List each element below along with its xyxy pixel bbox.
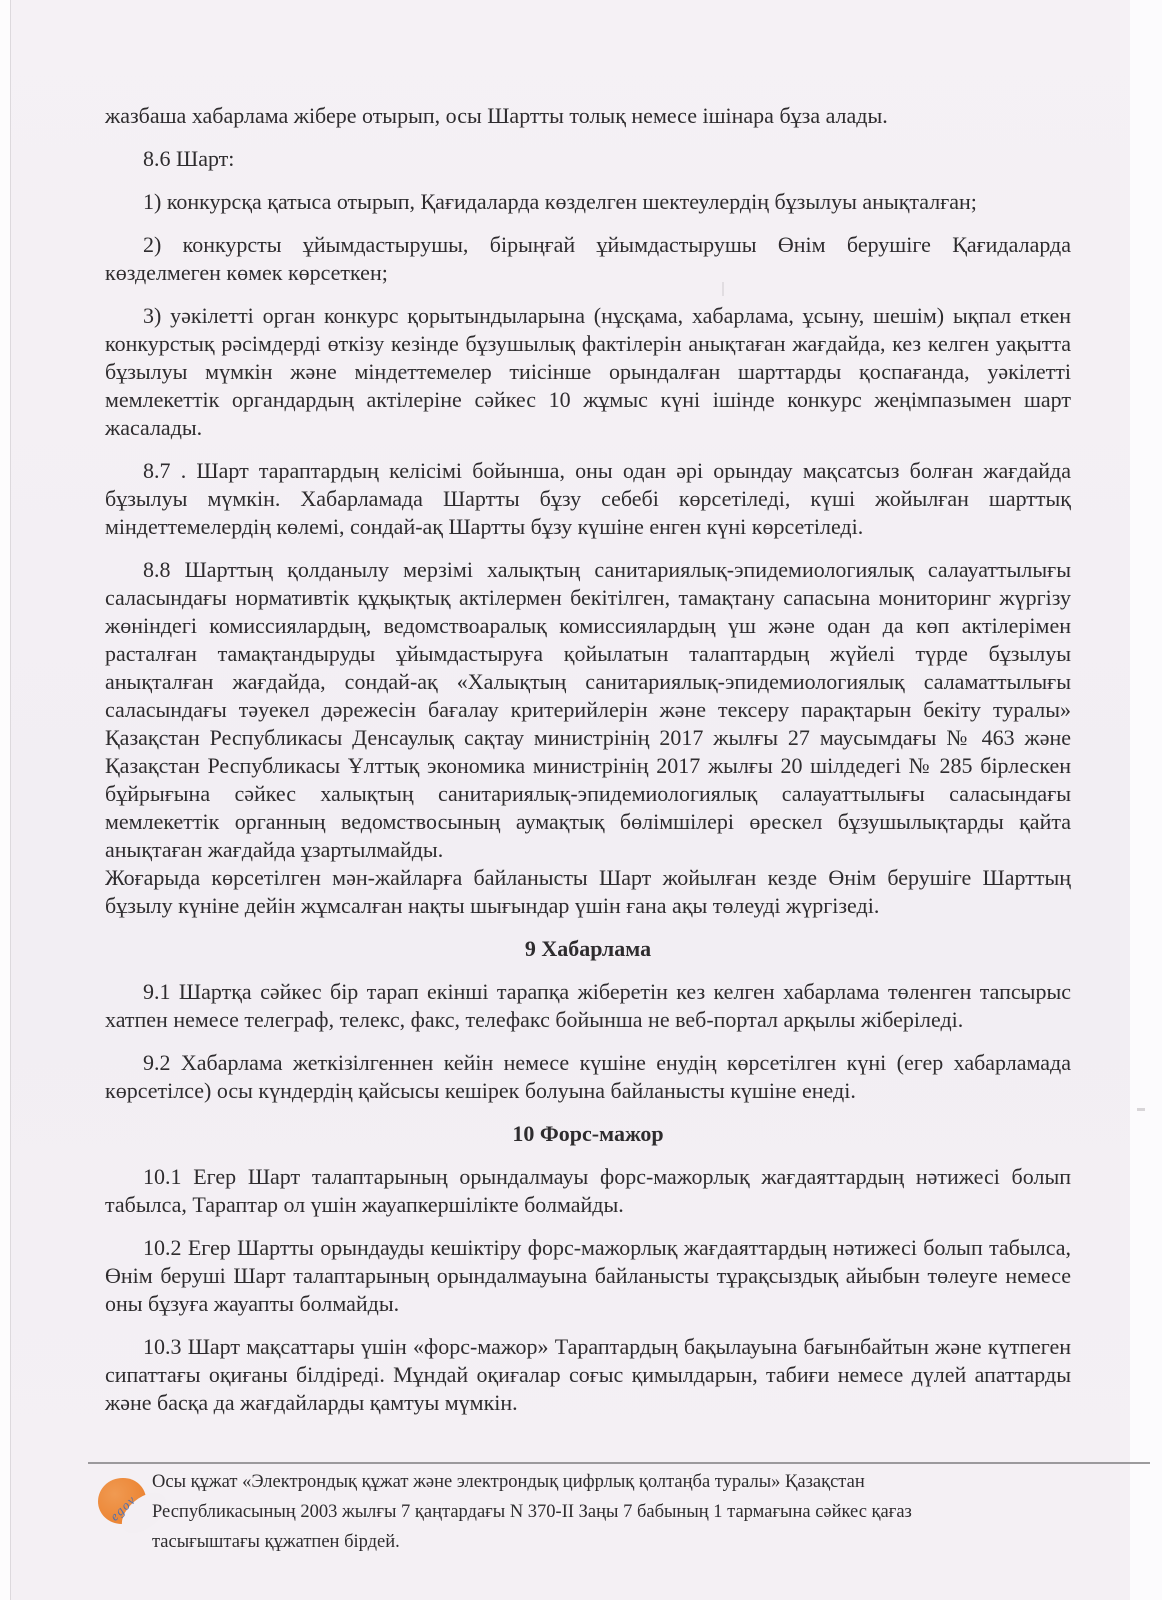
footer-note (152, 1467, 992, 1557)
scan-edge (1130, 0, 1162, 1600)
contract-body (105, 102, 1071, 1417)
clause-9-1: 9.1 Шартқа сәйкес бір тарап екінші тарапқа жіберетін кез келген хабарлама төленген тапсырыс хатпен немесе телеграф, телекс, факс, телефакс бойынша не веб-портал арқылы жіберіледі. (105, 979, 1071, 1032)
scan-artifact (1137, 1108, 1145, 1111)
paper-sheet (10, 0, 1131, 1600)
clause-9-2: 9.2 Хабарлама жеткізілгеннен кейін немесе күшіне енудің көрсетілген күні (егер хабарламада көрсетілсе) осы күндердің қайсысы кешірек болуына байланысты күшіне енеді. (105, 1050, 1071, 1103)
footer-note-line-3: тасығыштағы құжатпен бірдей. (152, 1532, 400, 1552)
paragraph-continuation: жазбаша хабарлама жібере отырып, осы Шартты толық немесе ішінара бұза алады. (105, 103, 888, 128)
clause-10-3: 10.3 Шарт мақсаттары үшін «форс-мажор» Тараптардың бақылауына бағынбайтын және күтпеген сипаттағы оқиғаны білдіреді. Мұндай оқиғалар соғыс қимылдарын, табиғи немесе дүлей апаттарды және басқа да жағдайларды қамтуы мүмкін. (105, 1334, 1071, 1415)
section-9-heading: 9 Хабарлама (524, 936, 652, 961)
section-10-heading: 10 Форс-мажор (512, 1121, 664, 1146)
egov-logo-text: egov (106, 1491, 140, 1524)
clause-10-1: 10.1 Егер Шарт талаптарының орындалмауы форс-мажорлық жағдаяттардың нәтижесі болып табылса, Тараптар ол үшін жауапкершілікте болмайды. (105, 1164, 1071, 1217)
clause-10-2: 10.2 Егер Шартты орындауды кешіктіру форс-мажорлық жағдаяттардың нәтижесі болып табылса, Өнім беруші Шарт талаптарының орындалмауына байланысты тұрақсыздық айыбын төлеуге немесе оны бұзуға жауапты болмайды. (105, 1235, 1071, 1316)
clause-8-6-item-1: 1) конкурсқа қатыса отырып, Қағидаларда көзделген шектеулердің бұзылуы анықталған; (143, 189, 977, 214)
footer-divider (88, 1462, 1150, 1464)
egov-logo-icon (96, 1476, 152, 1536)
clause-8-6-item-3: 3) уәкілетті орган конкурс қорытындыларына (нұсқама, хабарлама, ұсыну, шешім) ықпал еткен конкурстық рәсімдерді өткізу кезінде бұзушылық фактілерін анықтаған жағдайда, кез келген уақытта бұзылуы мүмкін және міндеттемелер тиісінше орындалған шарттарды қоспағанда, уәкілетті мемлекеттік органдардың актілеріне сәйкес 10 жұмыс күні ішінде конкурс жеңімпазымен шарт жасалады. (105, 303, 1071, 440)
clause-8-8-continuation: Жоғарыда көрсетілген мән-жайларға байланысты Шарт жойылған кезде Өнім берушіге Шарттың бұзылу күніне дейін жұмсалған нақты шығындар үшін ғана ақы төлеуді жүргізеді. (105, 865, 1071, 918)
footer-note-line-2: Республикасының 2003 жылғы 7 қаңтардағы N 370-II Заңы 7 бабының 1 тармағына сәйкес қағаз (152, 1502, 912, 1522)
scan-artifact (10, 0, 11, 1600)
clause-8-7: 8.7 . Шарт тараптардың келісімі бойынша, оны одан әрі орындау мақсатсыз болған жағдайда бұзылуы мүмкін. Хабарламада Шартты бұзу себебі көрсетіледі, күші жойылған шарттық міндеттемелердің көлемі, сондай-ақ Шартты бұзу күшіне енген күні көрсетіледі. (105, 458, 1071, 539)
footer-note-line-1: Осы құжат «Электрондық құжат және электрондық цифрлық қолтаңба туралы» Қазақстан (152, 1472, 865, 1492)
clause-8-6: 8.6 Шарт: (143, 146, 235, 171)
clause-8-6-item-2: 2) конкурсты ұйымдастырушы, бірыңғай ұйымдастырушы Өнім берушіге Қағидаларда көзделмеген көмек көрсеткен; (105, 232, 1071, 285)
scan-artifact (722, 282, 724, 296)
clause-8-8: 8.8 Шарттың қолданылу мерзімі халықтың санитариялық-эпидемиологиялық салауаттылығы саласындағы нормативтік құқықтық актілермен бекітілген, тамақтану сапасына мониторинг жүргізу жөніндегі комиссиялардың, ведомствоаралық комиссиялардың үш және одан да көп актілерімен расталған тамақтандыруды ұйымдастыруға қойылатын талаптардың жүйелі түрде бұзылуы анықталған жағдайда, сондай-ақ «Халықтың санитариялық-эпидемиологиялық саламаттылығы саласындағы тәуекел дәрежесін бағалау критерийлерін және тексеру парақтарын бекіту туралы» Қазақстан Республикасы Денсаулық сақтау министрінің 2017 жылғы 27 маусымдағы № 463 және Қазақстан Республикасы Ұлттық экономика министрінің 2017 жылғы 20 шілдедегі № 285 бірлескен бұйрығына сәйкес халықтың санитариялық-эпидемиологиялық салауаттылығы саласындағы мемлекеттік органның ведомствосының аумақтық бөлімшілері өрескел бұзушылықтарды қайта анықтаған жағдайда ұзартылмайды. (105, 557, 1071, 862)
